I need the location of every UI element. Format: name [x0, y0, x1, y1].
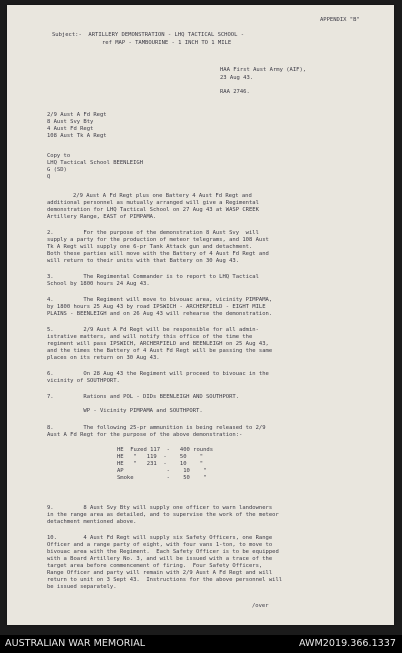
copy-to-item: G (SD)	[47, 167, 67, 173]
paragraph-9-line: detachment mentioned above.	[47, 519, 137, 525]
document-page	[7, 5, 394, 625]
paragraph-10-line: return to unit on 3 Sept 43. Instructions for the above personnel will	[47, 577, 283, 583]
distribution-item: 2/9 Aust A Fd Regt	[47, 112, 107, 118]
paragraph-6-line: 6. On 28 Aug 43 the Regiment will proceed to bivouac in the	[47, 371, 269, 377]
paragraph-3-line: 3. The Regimental Commander is to report to LHQ Tactical	[47, 274, 259, 280]
ammunition-row: AP - 10 "	[117, 468, 207, 474]
paragraph-6-line: vicinity of SOUTHPORT.	[47, 378, 120, 384]
subject-line-1: Subject:- ARTILLERY DEMONSTRATION - LHQ TACTICAL SCHOOL -	[52, 32, 245, 38]
archive-footer	[0, 635, 402, 653]
paragraph-10-line: be issued separately.	[47, 584, 117, 590]
footer-institution: AUSTRALIAN WAR MEMORIAL	[5, 638, 146, 649]
copy-to-label: Copy to	[47, 153, 71, 159]
hq-line-1: HAA First Aust Army (AIF),	[220, 67, 307, 73]
ammunition-row: Smoke - 50 "	[117, 475, 207, 481]
paragraph-1-line: 2/9 Aust A Fd Regt plus one Battery 4 Aust Fd Regt and	[73, 193, 252, 199]
reference-number: RAA 2746.	[220, 89, 250, 95]
paragraph-4-line: 4. The Regiment will move to bivouac area, vicinity PIMPAMA,	[47, 297, 273, 303]
paragraph-2-line: Tk A Regt will supply one 6-pr Tank Attack gun and detachment.	[47, 244, 253, 250]
paragraph-1-line: demonstration for LHQ Tactical School on 27 Aug 43 at WASP CREEK	[47, 207, 259, 213]
paragraph-10-line: target area before commencement of firing. Four Safety Officers,	[47, 563, 263, 569]
paragraph-2-line: supply a party for the production of meteor telegrams, and 108 Aust	[47, 237, 269, 243]
paragraph-10-line: bivouac area with the Regiment. Each Safety Officer is to be equipped	[47, 549, 279, 555]
distribution-item: 108 Aust Tk A Regt	[47, 133, 107, 139]
ammunition-row: HE Fuzed 117 - 400 rounds	[117, 447, 214, 453]
paragraph-5-line: istrative matters, and will notify this office of the time the	[47, 334, 253, 340]
paragraph-2-line: Both these parties will move with the Battery of 4 Aust Fd Regt and	[47, 251, 269, 257]
footer-accession-number: AWM2019.366.1337	[298, 638, 396, 649]
paragraph-5-line: regiment will pass IPSWICH, ARCHERFIELD and BEENLEIGH on 25 Aug 43,	[47, 341, 269, 347]
ammunition-row: HE " 119 - 50 "	[117, 454, 204, 460]
paragraph-3-line: School by 1800 hours 24 Aug 43.	[47, 281, 150, 287]
paragraph-8-line: Aust A Fd Regt for the purpose of the above demonstration:-	[47, 432, 243, 438]
distribution-item: 4 Aust Fd Regt	[47, 126, 94, 132]
paragraph-5-line: 5. 2/9 Aust A Fd Regt will be responsible for all admin-	[47, 327, 259, 333]
paragraph-9-line: 9. 8 Aust Svy Bty will supply one officer to warn landowners	[47, 505, 273, 511]
paragraph-7-line: 7. Rations and POL - DIDs BEENLEIGH AND SOUTHPORT.	[47, 394, 240, 400]
paragraph-10-line: with a Board Artillery No. 3, and will be issued with a trace of the	[47, 556, 273, 562]
continued-over-note: /over	[252, 603, 269, 609]
paragraph-8-line: 8. The following 25-pr ammunition is being released to 2/9	[47, 425, 266, 431]
subject-line-2: ref MAP - TAMBOURINE - 1 INCH TO 1 MILE	[102, 40, 232, 46]
paragraph-10-line: 10. 4 Aust Fd Regt will supply six Safety Officers, one Range	[47, 535, 273, 541]
paragraph-1-line: additional personnel as mutually arranged will give a Regimental	[47, 200, 259, 206]
paragraph-10-line: Range Officer and party will remain with 2/9 Aust A Fd Regt and will	[47, 570, 273, 576]
distribution-item: 8 Aust Svy Bty	[47, 119, 94, 125]
appendix-heading: APPENDIX "B"	[320, 17, 360, 23]
hq-date: 23 Aug 43.	[220, 75, 254, 81]
paragraph-7-line: WP - Vicinity PIMPAMA and SOUTHPORT.	[47, 408, 203, 414]
paragraph-2-line: will return to their units with that Battery on 30 Aug 43.	[47, 258, 240, 264]
copy-to-item: LHQ Tactical School BEENLEIGH	[47, 160, 144, 166]
ammunition-row: HE " 231 - 10 "	[117, 461, 204, 467]
copy-to-item: Q	[47, 174, 51, 180]
paragraph-4-line: PLAINS - BEENLEIGH and on 26 Aug 43 will rehearse the demonstration.	[47, 311, 273, 317]
paragraph-5-line: and the times the Battery of 4 Aust Fd Regt will be passing the same	[47, 348, 273, 354]
paragraph-4-line: by 1800 hours 25 Aug 43 by road IPSWICH - ARCHERFIELD - EIGHT MILE	[47, 304, 266, 310]
paragraph-9-line: in the range area as detailed, and to supervise the work of the meteor	[47, 512, 279, 518]
paragraph-2-line: 2. For the purpose of the demonstration 8 Aust Svy will	[47, 230, 259, 236]
paragraph-5-line: places on its return on 30 Aug 43.	[47, 355, 160, 361]
paragraph-10-line: Officer and a range party of eight, with four vans 1-ton, to move to	[47, 542, 273, 548]
paragraph-1-line: Artillery Range, EAST of PIMPAMA.	[47, 214, 157, 220]
